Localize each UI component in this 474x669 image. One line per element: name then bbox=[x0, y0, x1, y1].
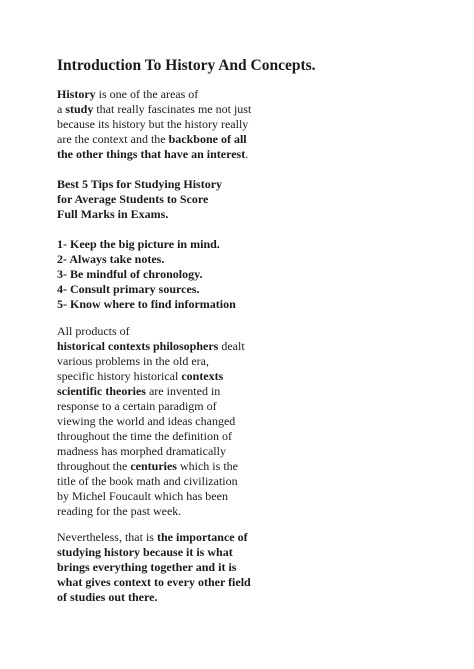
conclusion-line: what gives context to every other field bbox=[57, 575, 251, 589]
bold-phrase-importance: the importance of bbox=[156, 530, 248, 544]
text-run: All products of bbox=[57, 324, 130, 338]
text-run: is one of the areas of bbox=[95, 87, 199, 101]
products-line bbox=[57, 384, 245, 399]
text-run: throughout the time the definition of bbox=[57, 429, 232, 443]
tip-item: 2- Always take notes. bbox=[57, 252, 165, 266]
text-run: title of the book math and civilization bbox=[57, 474, 238, 488]
tips-list bbox=[57, 237, 236, 312]
bold-phrase-other-things: the other things that have an interest bbox=[57, 147, 246, 161]
intro-line bbox=[57, 117, 251, 132]
text-run: dealt bbox=[218, 339, 245, 353]
products-line bbox=[57, 339, 245, 354]
tip-item: 4- Consult primary sources. bbox=[57, 282, 200, 296]
tips-heading-line: for Average Students to Score bbox=[57, 192, 209, 206]
products-line bbox=[57, 504, 245, 519]
products-line bbox=[57, 444, 245, 459]
products-line bbox=[57, 429, 245, 444]
bold-phrase-scientific-theories: scientific theories bbox=[57, 384, 146, 398]
bold-term-history: History bbox=[57, 87, 96, 101]
intro-line bbox=[57, 87, 251, 102]
conclusion-line: of studies out there. bbox=[57, 590, 158, 604]
intro-line bbox=[57, 147, 251, 162]
document-title: Introduction To History And Concepts. bbox=[57, 57, 316, 74]
intro-paragraph bbox=[57, 87, 251, 162]
bold-term-centuries: centuries bbox=[130, 459, 177, 473]
products-paragraph bbox=[57, 324, 245, 519]
products-line bbox=[57, 324, 245, 339]
tips-heading-line: Full Marks in Exams. bbox=[57, 207, 169, 221]
conclusion-paragraph bbox=[57, 530, 251, 605]
intro-line bbox=[57, 102, 251, 117]
text-run: are the context and the bbox=[57, 132, 169, 146]
text-run: various problems in the old era, bbox=[57, 354, 209, 368]
bold-term-study: study bbox=[65, 102, 94, 116]
products-line bbox=[57, 459, 245, 474]
tips-heading-line: Best 5 Tips for Studying History bbox=[57, 177, 223, 191]
products-line bbox=[57, 474, 245, 489]
text-run: reading for the past week. bbox=[57, 504, 182, 518]
text-run: specific history historical bbox=[57, 369, 182, 383]
tip-item: 3- Be mindful of chronology. bbox=[57, 267, 203, 281]
text-run: that really fascinates me not just bbox=[93, 102, 252, 116]
text-run: Nevertheless, that is bbox=[57, 530, 157, 544]
products-line bbox=[57, 354, 245, 369]
text-run: . bbox=[245, 147, 249, 161]
intro-line bbox=[57, 132, 251, 147]
text-run: because its history but the history really bbox=[57, 117, 249, 131]
products-line bbox=[57, 369, 245, 384]
text-run: madness has morphed dramatically bbox=[57, 444, 226, 458]
conclusion-line: brings everything together and it is bbox=[57, 560, 237, 574]
bold-phrase-philosophers: historical contexts philosophers bbox=[57, 339, 219, 353]
text-run: throughout the bbox=[57, 459, 131, 473]
tip-item: 1- Keep the big picture in mind. bbox=[57, 237, 220, 251]
products-line bbox=[57, 489, 245, 504]
conclusion-line bbox=[57, 530, 251, 545]
tip-item: 5- Know where to find information bbox=[57, 297, 236, 311]
bold-term-backbone: backbone of all bbox=[168, 132, 247, 146]
conclusion-line: studying history because it is what bbox=[57, 545, 233, 559]
text-run: viewing the world and ideas changed bbox=[57, 414, 236, 428]
products-line bbox=[57, 414, 245, 429]
text-run: response to a certain paradigm of bbox=[57, 399, 217, 413]
text-run: a bbox=[57, 102, 66, 116]
tips-heading bbox=[57, 177, 222, 222]
products-line bbox=[57, 399, 245, 414]
text-run: by Michel Foucault which has been bbox=[57, 489, 228, 503]
text-run: which is the bbox=[176, 459, 238, 473]
bold-term-contexts: contexts bbox=[181, 369, 224, 383]
text-run: are invented in bbox=[145, 384, 221, 398]
